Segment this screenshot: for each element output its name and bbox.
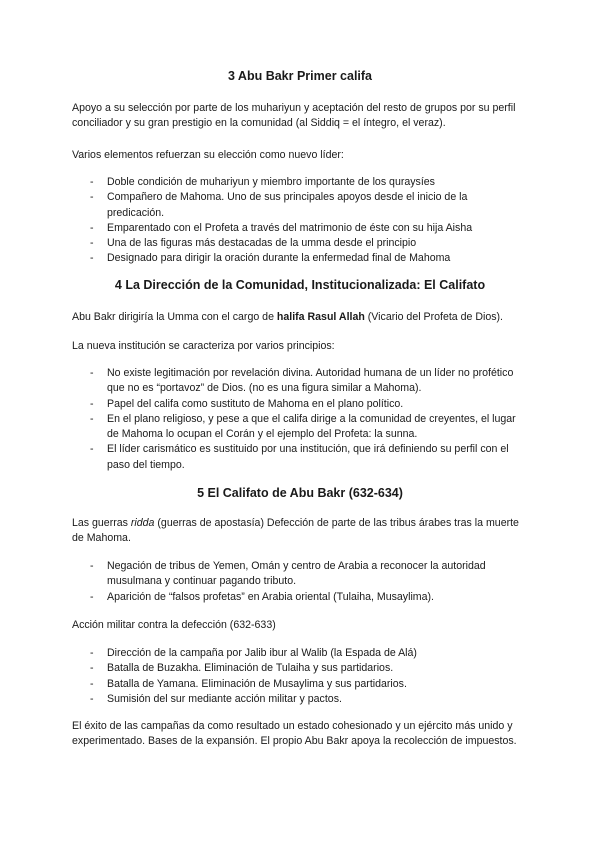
dash-bullet: - bbox=[90, 560, 94, 572]
list-item-text: Emparentado con el Profeta a través del matrimonio de éste con su hija Aisha bbox=[107, 221, 473, 234]
section-5-title: 5 El Califato de Abu Bakr (632-634) bbox=[197, 486, 403, 500]
section-4-lead: La nueva institución se caracteriza por varios principios: bbox=[72, 340, 335, 352]
list-item-text: El líder carismático es sustituido por una institución, que irá definiendo su perfil con el paso del tiempo. bbox=[107, 443, 509, 471]
list-item-text: Designado para dirigir la oración durante la enfermedad final de Mahoma bbox=[107, 252, 451, 265]
list-item-text: No existe legitimación por revelación divina. Autoridad humana de un líder no profético que no es “portavoz” de Dios. (no es una figura similar a Mahoma). bbox=[107, 367, 514, 395]
section-3-intro: Apoyo a su selección por parte de los muhariyun y aceptación del resto de grupos por su perfil conciliador y su gran prestigio en la comunidad (al Siddiq = el íntegro, el veraz). bbox=[72, 102, 516, 130]
dash-bullet: - bbox=[90, 647, 94, 659]
section-3-list bbox=[0, 175, 600, 267]
list-item bbox=[0, 221, 522, 236]
section-5-outro: El éxito de las campañas da como resultado un estado cohesionado y un ejército más unido y experimentado. Bases de la expansión. El propio Abu Bakr apoya la recolección de impuestos. bbox=[72, 720, 517, 748]
section-3-title: 3 Abu Bakr Primer califa bbox=[227, 69, 373, 83]
list-item-text: Una de las figuras más destacadas de la umma desde el principio bbox=[107, 237, 417, 250]
list-item-text: Compañero de Mahoma. Uno de sus principales apoyos desde el inicio de la predicación. bbox=[107, 191, 468, 219]
military-lead: Acción militar contra la defección (632-633) bbox=[72, 619, 276, 631]
list-item bbox=[0, 442, 522, 473]
ridda-text-pre: Las guerras bbox=[72, 517, 131, 529]
ridda-list bbox=[0, 559, 600, 605]
list-item-text: En el plano religioso, y pese a que el califa dirige a la comunidad de creyentes, el lugar de Mahoma lo ocupan el Corán y el ejemplo del Profeta: la sunna. bbox=[107, 412, 516, 441]
list-item bbox=[0, 677, 522, 692]
list-item bbox=[0, 175, 522, 190]
section-3-lead: Varios elementos refuerzan su elección como nuevo líder: bbox=[72, 149, 344, 161]
list-item bbox=[0, 590, 522, 605]
dash-bullet: - bbox=[90, 662, 94, 675]
list-item bbox=[0, 190, 522, 221]
ridda-text-post: (guerras de apostasía) Defección de parte de las tribus árabes tras la muerte de Mahoma. bbox=[72, 517, 519, 545]
intro-text-post: (Vicario del Profeta de Dios). bbox=[364, 311, 504, 323]
section-4-list bbox=[0, 366, 600, 473]
list-item bbox=[0, 661, 522, 676]
list-item bbox=[0, 559, 522, 590]
dash-bullet: - bbox=[90, 252, 94, 265]
ridda-text-italic: ridda bbox=[130, 517, 155, 529]
ridda-paragraph bbox=[72, 516, 532, 547]
military-list bbox=[0, 646, 600, 707]
list-item-text: Batalla de Yamana. Eliminación de Musaylima y sus partidarios. bbox=[107, 677, 407, 690]
dash-bullet: - bbox=[90, 412, 94, 425]
dash-bullet: - bbox=[90, 590, 94, 603]
list-item-text: Aparición de “falsos profetas” en Arabia oriental (Tulaiha, Musaylima). bbox=[107, 590, 434, 603]
list-item-text: Negación de tribus de Yemen, Omán y centro de Arabia a reconocer la autoridad musulmana y continuar pagando tributo. bbox=[107, 560, 486, 588]
dash-bullet: - bbox=[90, 443, 94, 456]
dash-bullet: - bbox=[90, 677, 94, 690]
list-item-text: Doble condición de muhariyun y miembro importante de los quraysíes bbox=[107, 176, 435, 188]
list-item-text: Batalla de Buzakha. Eliminación de Tulaiha y sus partidarios. bbox=[107, 662, 394, 675]
list-item-text: Papel del califa como sustituto de Mahoma en el plano político. bbox=[107, 397, 404, 410]
list-item bbox=[0, 646, 522, 661]
list-item-text: Sumisión del sur mediante acción militar y pactos. bbox=[107, 692, 342, 705]
list-item bbox=[0, 251, 522, 266]
list-item-text: Dirección de la campaña por Jalib ibur al Walib (la Espada de Alá) bbox=[107, 647, 417, 659]
list-item bbox=[0, 692, 522, 707]
dash-bullet: - bbox=[90, 397, 94, 410]
list-item bbox=[0, 366, 522, 397]
intro-text-bold: halifa Rasul Allah bbox=[276, 311, 365, 323]
list-item bbox=[0, 412, 522, 443]
section-4-intro bbox=[72, 310, 532, 325]
dash-bullet: - bbox=[90, 221, 94, 234]
list-item bbox=[0, 236, 522, 251]
section-4-title: 4 La Dirección de la Comunidad, Institucionalizada: El Califato bbox=[114, 278, 486, 292]
dash-bullet: - bbox=[90, 176, 94, 188]
dash-bullet: - bbox=[90, 191, 94, 204]
dash-bullet: - bbox=[90, 237, 94, 250]
intro-text-pre: Abu Bakr dirigiría la Umma con el cargo de bbox=[72, 311, 277, 323]
dash-bullet: - bbox=[90, 367, 94, 379]
dash-bullet: - bbox=[90, 692, 94, 705]
list-item bbox=[0, 397, 522, 412]
